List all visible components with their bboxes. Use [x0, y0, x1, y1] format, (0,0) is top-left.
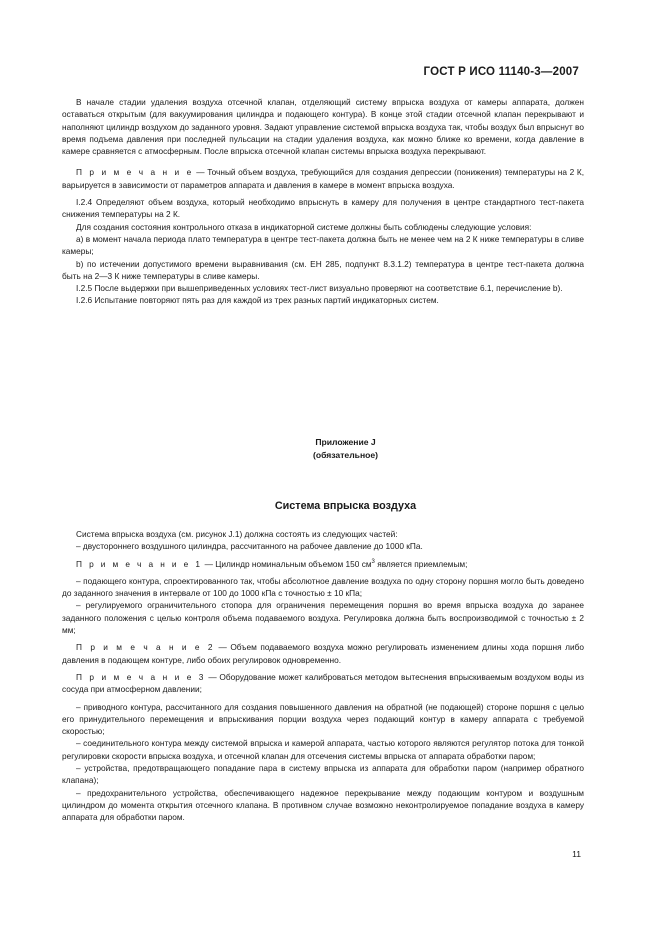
list-item-stopper: – регулируемого ограничительного стопора для ограничения перемещения поршня во время впрыска воздуха до заранее заданного положения с целью контроля объема подаваемого воздуха. Регулировка должна быть воспроизводимой с точностью ± 2 мм;: [62, 600, 584, 636]
appendix-title: Приложение J: [315, 437, 376, 447]
list-item-steam-prevention: – устройства, предотвращающего попадание пара в систему впрыска из аппарата для обработки паром (например обратного клапана);: [62, 763, 584, 786]
note-1-text: — Цилиндр номинальным объемом 150 см: [202, 558, 372, 569]
condition-b: b) по истечении допустимого времени выравнивания (см. ЕН 285, подпункт 8.3.1.2) температура в центре тест-пакета должна быть на 2—3 К ниже температуры в сливе камеры.: [62, 258, 584, 281]
note-1-label: П р и м е ч а н и е 1: [76, 558, 203, 569]
note-text: — Точный объем воздуха, требующийся для создания депрессии (понижения) температуры на 2 К, варьируется в зависимости от параметров аппарата и давления в камере в момент впрыска воздуха.: [62, 167, 585, 190]
condition-a: a) в момент начала периода плато температура в центре тест-пакета должна быть не менее чем на 2 К ниже температуры в сливе камеры;: [62, 233, 584, 257]
conditions-paragraph: Для создания состояния контрольного отказа в индикаторной системе должны быть соблюдены следующие условия:: [76, 221, 532, 232]
list-item-drive-circuit: – приводного контура, рассчитанного для создания повышенного давления на обратной (не подающей) стороне поршня с целью его принудительного перемещения и впрыскивания порции воздуха через подающий контур в камеру аппарата с требуемой скоростью;: [62, 701, 584, 737]
intro-paragraph: Система впрыска воздуха (см. рисунок J.1) должна состоять из следующих частей:: [76, 529, 398, 539]
clause-i26: I.2.6 Испытание повторяют пять раз для каждой из трех разных партий индикаторных систем.: [76, 295, 439, 306]
note-2-label: П р и м е ч а н и е 2: [76, 642, 215, 653]
note-2: [62, 641, 584, 666]
note-paragraph: [62, 166, 584, 191]
note-3-text: — Оборудование может калиброваться методом вытеснения впрыскиваемым воздухом воды из сосуда при атмосферном давлении;: [62, 671, 584, 695]
note-3-label: П р и м е ч а н и е 3: [76, 671, 206, 682]
list-item-supply-circuit: – подающего контура, спроектированного так, чтобы абсолютное давление воздуха по одну сторону поршня могло быть доведено до заданного значения в интервале от 100 до 1000 кПа с точностью ± 10 кПа;: [62, 575, 584, 599]
clause-i24: I.2.4 Определяют объем воздуха, который необходимо впрыснуть в камеру для получения в центре стандартного тест-пакета снижения температуры на 2 К.: [62, 197, 584, 220]
paragraph-air-removal: В начале стадии удаления воздуха отсечной клапан, отделяющий систему впрыска воздуха от камеры аппарата, должен оставаться открытым (для вакуумирования цилиндра и подающего контура). В конце этой стадии отсечной клапан перекрывают и наполняют цилиндр воздухом до заданного уровня. Задают управление системой впрыска воздуха так, чтобы воздух был впрыснут во время подъема давления при последней пульсации на стадии удаления воздуха, как можно ближе ко времени, когда давление в камере сравняется с атмосферным. После впрыска отсечной клапан системы впрыска воздуха перекрывают.: [62, 97, 584, 157]
list-item-cylinder: – двустороннего воздушного цилиндра, рассчитанного на рабочее давление до 1000 кПа.: [76, 541, 423, 552]
list-item-safety-device: – предохранительного устройства, обеспечивающего надежное перекрывание между подающим контуром и воздушным цилиндром до момента открытия отсечного клапана. В противном случае возможно неконтролируемое попадание воздуха в камеру аппарата для обработки паром.: [62, 787, 584, 823]
note-1-superscript: 3: [371, 558, 375, 565]
appendix-heading: [0, 436, 661, 461]
note-3: [62, 671, 584, 696]
clause-i25: I.2.5 После выдержки при вышеприведенных условиях тест-лист визуально проверяют на соответствие 6.1, перечисление b).: [76, 283, 563, 294]
note-label: П р и м е ч а н и е: [76, 167, 194, 178]
section-title: Система впрыска воздуха: [274, 500, 417, 512]
top-text-section: [62, 96, 584, 307]
note-1: [62, 558, 584, 570]
list-item-connecting-circuit: – соединительного контура между системой впрыска и камерой аппарата, частью которого являются регулятор потока для тонкой регулировки скорости впрыска воздуха, и отсечной клапан для отсечения системы впрыска от аппарата обработки паром;: [62, 738, 584, 761]
appendix-status: (обязательное): [312, 449, 379, 460]
note-1-tail: является приемлемым;: [374, 558, 468, 569]
standard-code-header: ГОСТ Р ИСО 11140-3—2007: [423, 66, 579, 78]
bottom-text-section: [62, 528, 584, 824]
note-2-text: — Объем подаваемого воздуха можно регулировать изменением длины хода поршня либо давления в подающем контуре, либо обоих регулировок одновременно.: [62, 642, 584, 665]
page-number: 11: [572, 849, 581, 859]
